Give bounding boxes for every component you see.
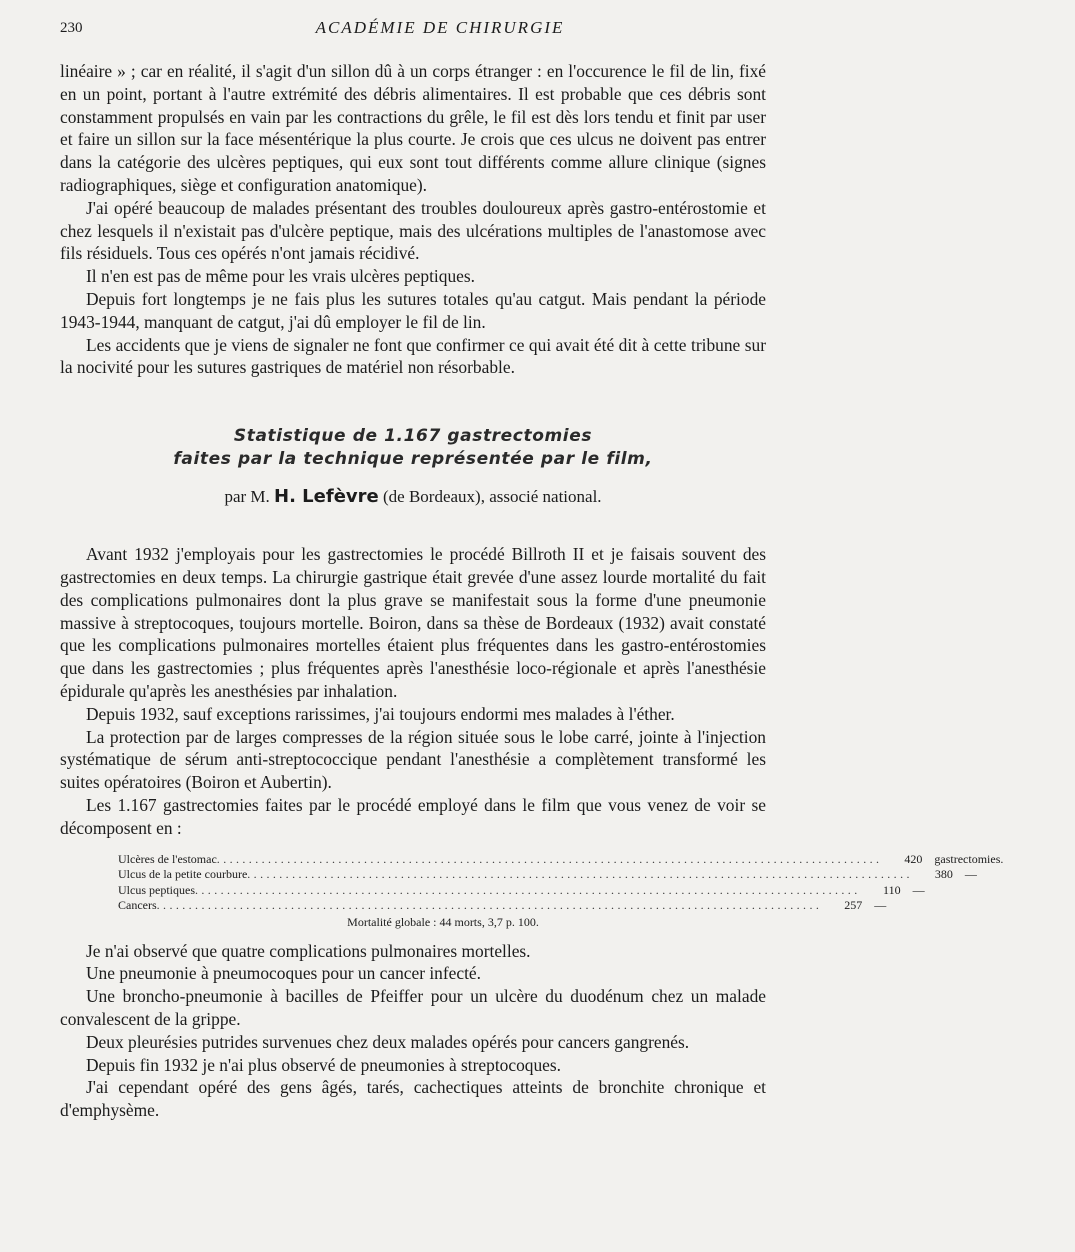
- paragraph: J'ai cependant opéré des gens âgés, tarés, cachectiques atteints de bronchite chronique et d'emphysème.: [60, 1077, 766, 1121]
- table-row: [118, 882, 925, 899]
- dot-leader: ........................................................................................................: [195, 882, 861, 897]
- dot-leader: ........................................................................................................: [247, 867, 913, 882]
- row-label: Cancers: [118, 898, 157, 913]
- previous-article-continuation: [60, 60, 766, 379]
- paragraph: Une broncho-pneumonie à bacilles de Pfeiffer pour un ulcère du duodénum chez un malade convalescent de la grippe.: [60, 986, 766, 1029]
- dot-leader: ........................................................................................................: [156, 898, 823, 913]
- dot-leader: ........................................................................................................: [216, 851, 883, 866]
- paragraph: Depuis 1932, sauf exceptions rarissimes, j'ai toujours endormi mes malades à l'éther.: [86, 703, 675, 724]
- row-count: 420: [904, 851, 923, 866]
- paragraph: Avant 1932 j'employais pour les gastrectomies le procédé Billroth II et je faisais souvent des gastrectomies en deux temps. La chirurgie gastrique était grevée d'une assez lourde mortalité du fait des complications pulmonaires dont la plus grave se manifestait sous la forme d'une pneumonie massive à streptocoques, toujours mortelle. Boiron, dans sa thèse de Bordeaux (1932) avait constaté que les complications pulmonaires mortelles étaient plus fréquentes dans les gastro-entérostomies que dans les gastrectomies ; plus fréquentes après l'anesthésie loco-régionale et après l'anesthésie épidurale qu'après les anesthésies par inhalation.: [60, 544, 766, 701]
- article-title-line-1: Statistique de 1.167 gastrectomies: [233, 426, 593, 447]
- table-row: [118, 898, 887, 914]
- statistics-table: [118, 851, 1004, 914]
- page-header: [60, 18, 760, 44]
- paragraph: Je n'ai observé que quatre complications pulmonaires mortelles.: [86, 940, 531, 961]
- article-body: [60, 543, 1004, 1122]
- running-title: ACADÉMIE DE CHIRURGIE: [315, 18, 565, 37]
- row-count: 257: [844, 898, 863, 913]
- row-label: Ulcus peptiques: [118, 882, 195, 897]
- article-title-line-2: faites par la technique représentée par le film,: [173, 449, 653, 470]
- byline-suffix: (de Bordeaux), associé national.: [378, 487, 602, 507]
- paragraph: Les 1.167 gastrectomies faites par le procédé employé dans le film que vous venez de voir se décomposent en :: [60, 794, 766, 838]
- page-number: 230: [60, 20, 83, 36]
- paragraph: Depuis fort longtemps je ne fais plus les sutures totales qu'au catgut. Mais pendant la période 1943-1944, manquant de catgut, j'ai dû employer le fil de lin.: [60, 288, 766, 332]
- paragraph: Depuis fin 1932 je n'ai plus observé de pneumonies à streptocoques.: [86, 1054, 561, 1075]
- row-unit: —: [874, 898, 887, 913]
- paragraph: Les accidents que je viens de signaler ne font que confirmer ce qui avait été dit à cette tribune sur la nocivité pour les sutures gastriques de matériel non résorbable.: [60, 334, 766, 378]
- page-body: [60, 60, 1004, 1122]
- paragraph: La protection par de larges compresses de la région située sous le lobe carré, jointe à l'injection systématique de sérum anti-streptococcique pendant l'anesthésie a complètement transformé les suites opératoires (Boiron et Aubertin).: [60, 726, 766, 793]
- byline-prefix: par M.: [224, 487, 275, 507]
- paragraph: linéaire » ; car en réalité, il s'agit d'un sillon dû à un corps étranger : en l'occurence le fil de lin, fixé en un point, portant à l'autre extrémité des débris alimentaires. Il est probable que ces débris sont constamment propulsés en vain par les contractions du grêle, le fil est dès lors tendu et finit par user et faire un sillon sur la face mésentérique la plus courte. Je crois que ces ulcus ne doivent pas entrer dans la catégorie des ulcères peptiques, qui eux sont tout différents comme allure clinique (signes radiographiques, siège et configuration anatomique).: [60, 61, 766, 195]
- paragraph: J'ai opéré beaucoup de malades présentant des troubles douloureux après gastro-entérostomie et chez lesquels il n'existait pas d'ulcère peptique, mais des ulcérations multiples de l'anastomose avec fils résiduels. Tous ces opérés n'ont jamais récidivé.: [60, 197, 766, 264]
- paragraph: Une pneumonie à pneumocoques pour un cancer infecté.: [86, 963, 481, 984]
- row-unit: —: [912, 882, 925, 897]
- row-label: Ulcères de l'estomac: [118, 851, 217, 866]
- table-row: [118, 867, 977, 883]
- row-count: 110: [883, 882, 901, 897]
- paragraph: Deux pleurésies putrides survenues chez deux malades opérés pour cancers gangrenés.: [86, 1031, 690, 1052]
- article-byline: [60, 486, 766, 507]
- author-name: H. Lefèvre: [274, 486, 379, 508]
- row-count: 380: [934, 867, 953, 882]
- row-unit: —: [964, 867, 977, 882]
- mortality-line: Mortalité globale : 44 morts, 3,7 p. 100.: [347, 914, 539, 929]
- paragraph: Il n'en est pas de même pour les vrais ulcères peptiques.: [86, 266, 475, 287]
- row-label: Ulcus de la petite courbure: [118, 867, 248, 882]
- table-row: [118, 851, 1004, 868]
- row-unit: gastrectomies.: [934, 851, 1004, 866]
- article-heading: [60, 425, 766, 507]
